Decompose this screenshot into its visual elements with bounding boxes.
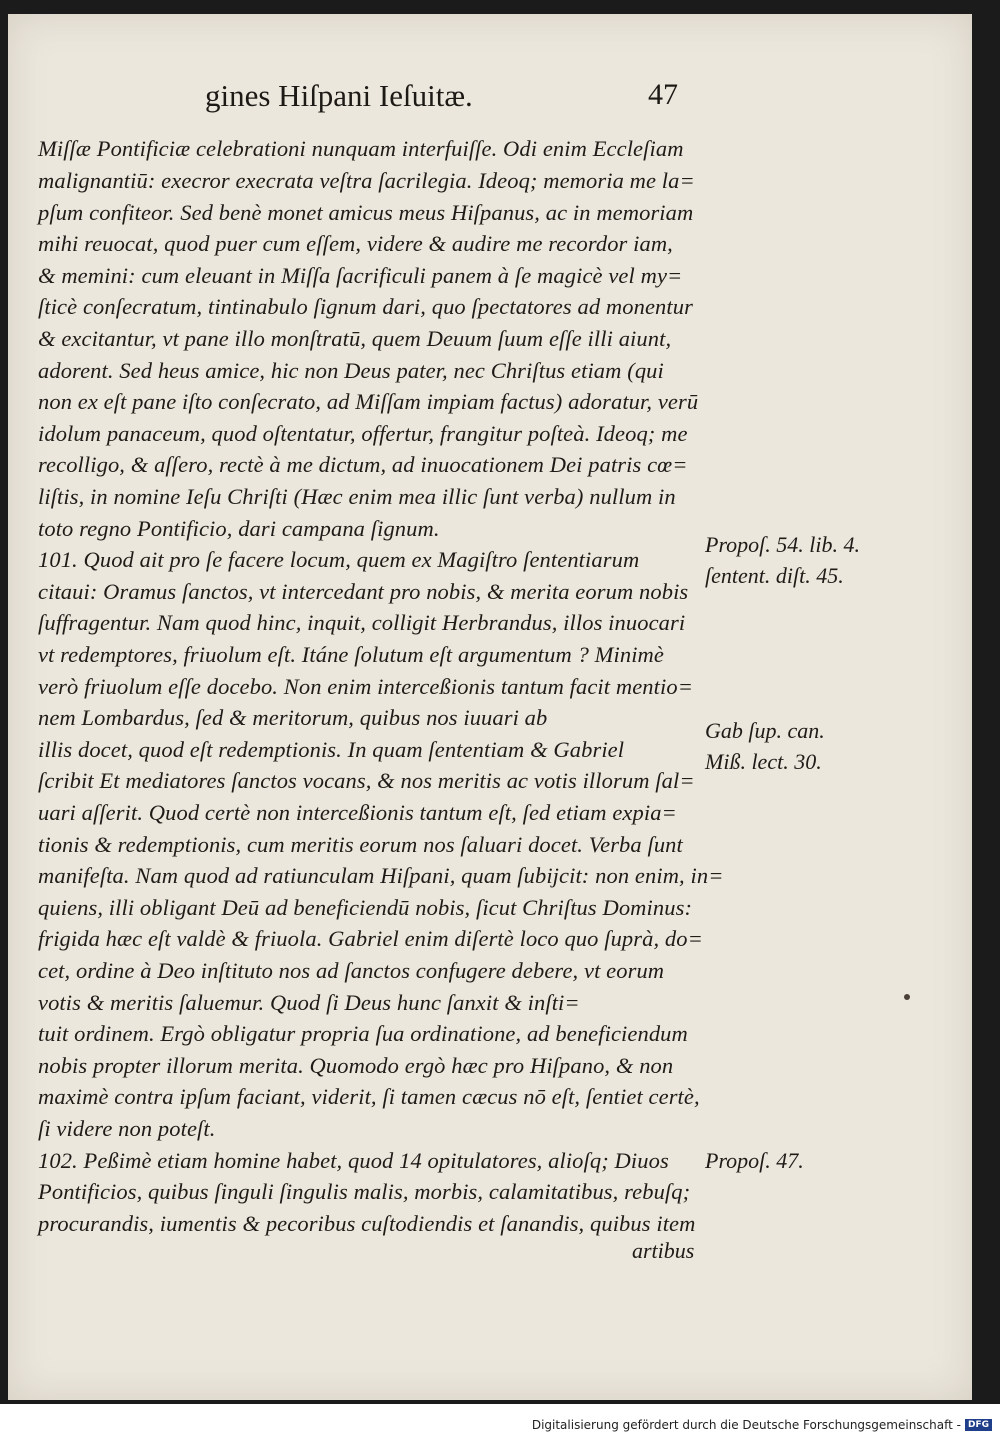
text-line: tuit ordinem. Ergò obligatur propria ſua ordinatione, ad beneficiendum — [38, 1021, 688, 1046]
text-line: cet, ordine à Deo inſtituto nos ad ſanctos confugere debere, vt eorum — [38, 958, 665, 983]
text-line: uari aſſerit. Quod certè non interceßionis tantum eſt, ſed etiam expia= — [38, 800, 677, 825]
text-line: nem Lombardus, ſed & meritorum, quibus nos iuuari ab — [38, 705, 548, 730]
text-line: ſticè conſecratum, tintinabulo ſignum dari, quo ſpectatores ad monentur — [38, 294, 693, 319]
text-line: quiens, illi obligant Deū ad beneficiendū nobis, ſicut Chriſtus Dominus: — [38, 895, 693, 920]
text-line: ſuffragentur. Nam quod hinc, inquit, colligit Herbrandus, illos inuocari — [38, 610, 686, 635]
text-line: frigida hæc eſt valdè & friuola. Gabriel enim diſertè loco quo ſuprà, do= — [38, 926, 703, 951]
text-line: & excitantur, vt pane illo monſtratū, quem Deuum ſuum eſſe illi aiunt, — [38, 326, 672, 351]
marginal-note: ſentent. diſt. 45. — [705, 563, 844, 588]
text-line: non ex eſt pane iſto conſecrato, ad Miſſam impiam factus) adoratur, verū — [38, 389, 699, 414]
text-line: toto regno Pontificio, dari campana ſignum. — [38, 516, 440, 541]
text-line: recolligo, & aſſero, rectè à me dictum, ad inuocationem Dei patris cœ= — [38, 452, 688, 477]
text-line: mihi reuocat, quod puer cum eſſem, videre & audire me recordor iam, — [38, 231, 673, 256]
text-line: pſum confiteor. Sed benè monet amicus meus Hiſpanus, ac in memoriam — [38, 200, 694, 225]
text-line: vt redemptores, friuolum eſt. Itáne ſolutum eſt argumentum ? Minimè — [38, 642, 664, 667]
marginal-note: Gab ſup. can. — [705, 718, 825, 743]
ink-speck — [904, 994, 910, 1000]
text-line: adorent. Sed heus amice, hic non Deus pater, nec Chriſtus etiam (qui — [38, 358, 664, 383]
text-line: procurandis, iumentis & pecoribus cuſtodiendis et ſanandis, quibus item — [38, 1211, 696, 1236]
text-line: manifeſta. Nam quod ad ratiunculam Hiſpani, quam ſubijcit: non enim, in= — [38, 863, 724, 888]
text-line: illis docet, quod eſt redemptionis. In quam ſententiam & Gabriel — [38, 737, 625, 762]
text-line: liſtis, in nomine Ieſu Chriſti (Hæc enim mea illic ſunt verba) nullum in — [38, 484, 676, 509]
text-line: idolum panaceum, quod oſtentatur, offertur, frangitur poſteà. Ideoq; me — [38, 421, 688, 446]
marginal-note: Propoſ. 47. — [705, 1148, 804, 1173]
credit-text: Digitalisierung gefördert durch die Deutsche Forschungsgemeinschaft - — [531, 1418, 961, 1432]
text-line: nobis propter illorum merita. Quomodo ergò hæc pro Hiſpano, & non — [38, 1053, 674, 1078]
text-line: Pontificios, quibus ſinguli ſingulis malis, morbis, calamitatibus, rebuſq; — [38, 1179, 691, 1204]
text-line: maximè contra ipſum faciant, viderit, ſi tamen cæcus nō eſt, ſentiet certè, — [38, 1084, 700, 1109]
text-line: tionis & redemptionis, cum meritis eorum nos ſaluari docet. Verba ſunt — [38, 832, 683, 857]
text-line: citaui: Oramus ſanctos, vt intercedant pro nobis, & merita eorum nobis — [38, 579, 689, 604]
page-number: 47 — [648, 78, 678, 111]
catchword: artibus — [632, 1238, 695, 1263]
text-line: 101. Quod ait pro ſe facere locum, quem ex Magiſtro ſententiarum — [38, 547, 640, 572]
text-line: votis & meritis ſaluemur. Quod ſi Deus hunc ſanxit & inſti= — [38, 990, 580, 1015]
text-line: ſcribit Et mediatores ſanctos vocans, & nos meritis ac votis illorum ſal= — [38, 768, 695, 793]
running-head: gines Hiſpani Ieſuitæ. — [205, 78, 473, 113]
text-line: ſi videre non poteſt. — [38, 1116, 216, 1141]
text-line: Miſſæ Pontificiæ celebrationi nunquam interfuiſſe. Odi enim Eccleſiam — [38, 136, 684, 161]
marginal-note: Propoſ. 54. lib. 4. — [705, 532, 861, 557]
dfg-logo-icon: DFG — [965, 1419, 992, 1431]
text-line: malignantiū: execror execrata veſtra ſacrilegia. Ideoq; memoria me la= — [38, 168, 695, 193]
digitization-credit — [532, 1418, 992, 1432]
marginal-note: Miß. lect. 30. — [705, 749, 822, 774]
text-line: verò friuolum eſſe docebo. Non enim interceßionis tantum facit mentio= — [38, 674, 693, 699]
text-line: & memini: cum eleuant in Miſſa ſacrificuli panem à ſe magicè vel my= — [38, 263, 683, 288]
text-line: 102. Peßimè etiam homine habet, quod 14 opitulatores, alioſq; Diuos — [38, 1148, 669, 1173]
